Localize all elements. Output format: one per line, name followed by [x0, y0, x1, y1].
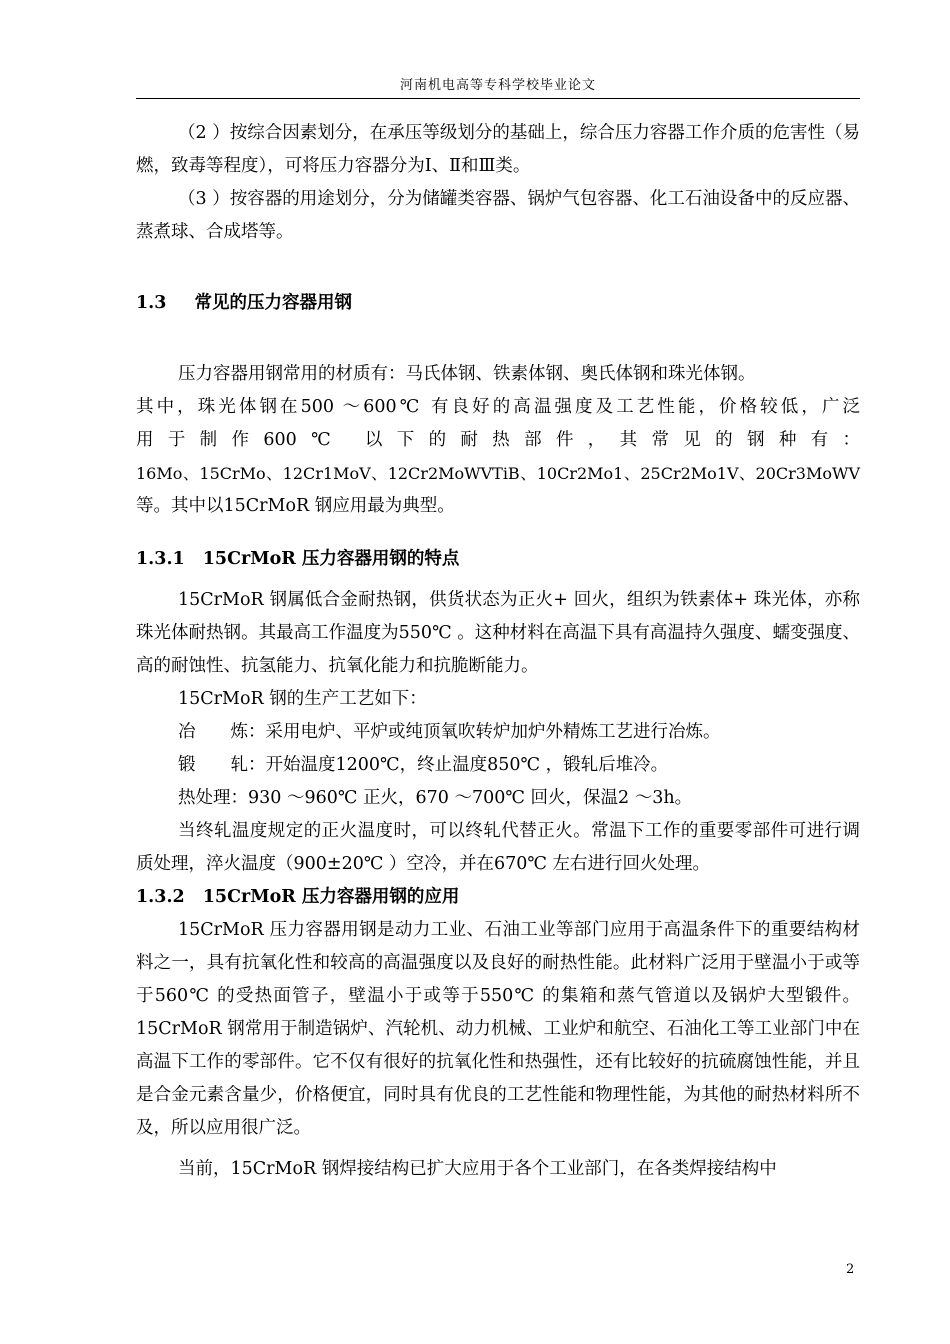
spacer — [136, 320, 860, 358]
section-number: 1.3.1 — [136, 549, 185, 569]
document-body — [136, 117, 860, 1186]
spacer — [136, 249, 860, 287]
paragraph-15crmor-properties: 15CrMoR 钢属低合金耐热钢，供货状态为正火+ 回火，组织为铁素体+ 珠光体，亦称珠光体耐热钢。其最高工作温度为550℃ 。这种材料在高温下具有高温持久强度、蠕变强度、高的耐蚀性、抗氢能力、抗氧化能力和抗脆断能力。 — [136, 590, 860, 676]
spacer — [136, 523, 860, 543]
section-heading-1-3-1 — [136, 543, 860, 576]
process-forging: 锻 轧：开始温度1200℃，终止温度850℃ ，锻轧后堆冷。 — [178, 755, 669, 775]
section-number: 1.3 — [136, 293, 167, 313]
section-title: 15CrMoR 压力容器用钢的应用 — [202, 887, 460, 907]
spacer — [136, 1145, 860, 1153]
process-heat-treatment: 热处理：930 ～960℃ 正火，670 ～700℃ 回火，保温2 ～3h。 — [178, 788, 693, 808]
section-heading-1-3-2 — [136, 881, 860, 914]
page-number: 2 — [846, 1262, 855, 1277]
spacer — [136, 576, 860, 584]
text-line: 其中，珠光体钢在500 ～600℃ 有良好的高温强度及工艺性能，价格较低，广泛 — [136, 397, 860, 417]
paragraph-current-use: 当前，15CrMoR 钢焊接结构已扩大应用于各个工业部门，在各类焊接结构中 — [178, 1159, 777, 1179]
paragraph-process-intro: 15CrMoR 钢的生产工艺如下： — [178, 689, 427, 709]
paragraph-normalizing: 当终轧温度规定的正火温度时，可以终轧代替正火。常温下工作的重要零部件可进行调质处理，淬火温度（900±20℃ ）空冷，并在670℃ 左右进行回火处理。 — [136, 821, 860, 874]
page-header: 河南机电高等专科学校毕业论文 — [399, 78, 596, 93]
section-title: 常见的压力容器用钢 — [194, 293, 352, 313]
section-title: 15CrMoR 压力容器用钢的特点 — [202, 549, 460, 569]
paragraph-applications: 15CrMoR 压力容器用钢是动力工业、石油工业等部门应用于高温条件下的重要结构材料之一，具有抗氧化性和较高的高温强度以及良好的耐热性能。此材料广泛用于壁温小于或等于560℃ 的受热面管子，壁温小于或等于550℃ 的集箱和蒸气管道以及锅炉大型锻件。15CrMoR 钢常用于制造锅炉、汽轮机、动力机械、工业炉和航空、石油化工等工业部门中在高温下工作的零部件。它不仅有很好的抗氧化性和热强性，还有比较好的抗硫腐蚀性能，并且是合金元素含量少，价格便宜，同时具有优良的工艺性能和物理性能，为其他的耐热材料所不及，所以应用很广泛。 — [136, 920, 860, 1138]
paragraph-steel-types — [136, 358, 860, 523]
section-number: 1.3.2 — [136, 887, 185, 907]
paragraph-classification-3: （3 ）按容器的用途划分，分为储罐类容器、锅炉气包容器、化工石油设备中的反应器、蒸煮球、合成塔等。 — [136, 189, 860, 242]
process-smelting: 冶 炼：采用电炉、平炉或纯顶氧吹转炉加炉外精炼工艺进行冶炼。 — [178, 722, 721, 742]
header-rule — [136, 98, 860, 99]
text-line: 压力容器用钢常用的材质有：马氏体钢、铁素体钢、奥氏体钢和珠光体钢。 — [178, 364, 756, 384]
paragraph-classification-2: （2 ）按综合因素划分，在承压等级划分的基础上，综合压力容器工作介质的危害性（易燃，致毒等程度），可将压力容器分为Ⅰ、Ⅱ和Ⅲ类。 — [136, 123, 860, 176]
text-line: 用于制作600℃ 以下的耐热部件，其常见的钢种有： — [136, 430, 860, 450]
text-line: 16Mo、15CrMo、12Cr1MoV、12Cr2MoWVTiB、10Cr2Mo1、25Cr2Mo1V、20Cr3MoWV — [136, 464, 860, 483]
section-heading-1-3 — [136, 287, 860, 320]
text-line: 等。其中以15CrMoR 钢应用最为典型。 — [136, 496, 455, 516]
